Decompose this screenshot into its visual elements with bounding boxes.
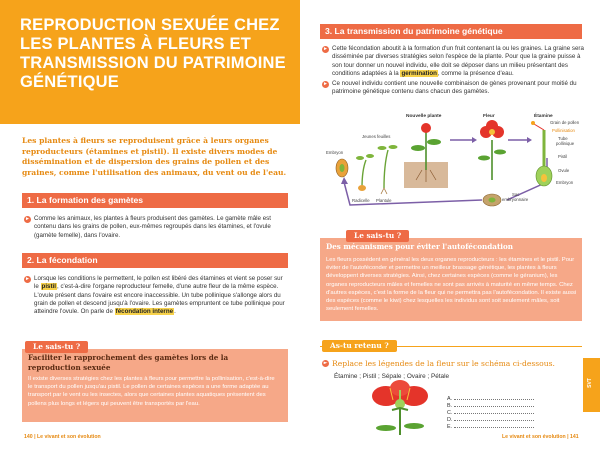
pollen-icon — [531, 121, 535, 125]
embryo-icon — [489, 198, 496, 203]
tip-box-left — [22, 349, 288, 422]
arrow-right-icon: ► — [323, 80, 328, 87]
label-embryon: Embryon — [326, 150, 344, 155]
leaf-icon — [478, 156, 490, 161]
tip-text: Les fleurs possèdent en général les deux organes reproducteurs : les étamines et le pistil. Pour éviter de l'autoféconder et permettre un meilleur brassage génétique, les plantes à fleurs développent diverses stratégies. Ainsi, chez certaines espèces (comme le géranium), les organes reproducteurs mâles et femelles ne sont pas arrivés à maturité en même temps. Chez d'autres espèces, c'est la forme de la fleur qui ne permettra pas l'autofécondation. Il existe aussi des espèces (comme le kiwi) chez lesquelles les individus sont soit seulement mâles, soit seulement femelles. — [326, 257, 577, 313]
label-pistil: Pistil — [558, 154, 568, 159]
leaf-icon — [427, 139, 441, 145]
leaf-icon — [366, 154, 374, 158]
label-sac: Sac — [512, 192, 520, 197]
title-banner — [0, 0, 300, 124]
section-1-heading: 1. La formation des gamètes — [22, 193, 288, 208]
ovule-icon — [541, 174, 547, 182]
retenu-tag: As-tu retenu ? — [322, 340, 397, 352]
side-tab: SVT — [583, 358, 600, 412]
cycle-illustration — [322, 110, 584, 220]
label-grain-de-pollen: Grain de pollen — [550, 120, 580, 125]
highlight-germination: germination — [401, 69, 437, 77]
seedling-stem — [362, 160, 366, 188]
section-3-text-1: ► Cette fécondation aboutit à la formation d'un fruit contenant la ou les graines. La graine sera disséminée par diverses stratégies selon l'espèce de la plante. Pour que la graine puisse à son tour donner un nouvel individu, elle doit se déposer dans un milieu présentant des conditions adaptées à la germination, comme la présence d'eau. — [323, 45, 584, 77]
reproduction-cycle-diagram — [322, 110, 584, 220]
tip-text: Il existe diverses stratégies chez les plantes à fleurs pour permettre la pollinisation, c'est-à-dire le transport du pollen jusqu'au pistil. Le pollen de certaines espèces a une forme adaptée au transport par le vent ou les insectes, alors que certaines plantes aquatiques présentent des pollens plus longs et légers qui peuvent être transportés par l'eau. — [28, 376, 275, 407]
embryo-icon — [340, 164, 345, 172]
footer-left: 140 | Le vivant et son évolution — [24, 434, 101, 440]
label-fleur: Fleur — [483, 114, 495, 119]
answer-c[interactable]: C. — [447, 410, 534, 416]
tip-box-right — [320, 238, 582, 321]
arrow-right-icon: ► — [25, 215, 30, 222]
retenu-question: ► Replace les légendes de la fleur sur le schéma ci-dessous. — [323, 359, 555, 368]
tip-tag: Le sais-tu ? — [346, 230, 409, 242]
label-embryon-2: Embryon — [556, 180, 574, 185]
flower-icon — [421, 123, 431, 133]
flower-exercise-illustration — [360, 380, 440, 435]
leaf-icon — [376, 425, 396, 431]
leaf-icon — [356, 156, 364, 160]
leaf-icon — [404, 423, 424, 429]
section-2-text: ► Lorsque les conditions le permettent, le pollen est libéré des étamines et vient se poser sur le pistil, c'est-à-dire l'organe reproducteur femelle, d'une autre fleur de la même espèce. L'ovule présent dans l'ovaire est encore inaccessible. Un tube pollinique s'allonge alors du grain de pollen et descend jusqu'à l'ovaire. Les gamètes empruntent ce tube pollinique pour atteindre l'ovule. On parle de fécondation interne. — [25, 275, 285, 316]
label-embryonnaire: embryonnaire — [502, 197, 529, 202]
section-2-heading: 2. La fécondation — [22, 253, 288, 268]
leaf-icon — [389, 145, 398, 149]
label-pollinique: pollinique — [556, 141, 575, 146]
tip-title: Des mécanismes pour éviter l'autofécondation — [326, 242, 514, 251]
intro-text: Les plantes à fleurs se reproduisent grâce à leurs organes reproducteurs (étamines et pistil). Il existe divers modes de dissémination et de dispersion des grains de pollen et des graines, comme l'utilisation des animaux, du vent ou de l'eau. — [22, 136, 287, 177]
label-ovule: Ovule — [558, 168, 570, 173]
arrow-right-icon: ► — [25, 275, 30, 282]
label-radicelle: Radicelle — [352, 198, 370, 203]
leaf-icon — [378, 146, 387, 150]
answer-e[interactable]: E. — [447, 424, 534, 430]
leaf-icon — [494, 150, 506, 155]
answer-b[interactable]: B. — [447, 403, 534, 409]
stamen-icon — [534, 124, 544, 130]
label-tube: Tube — [558, 136, 568, 141]
section-3-text-2: ► Ce nouvel individu contient une nouvelle combinaison de gènes provenant pour moitié du patrimoine génétique contenu dans chacun des gamètes. — [323, 80, 577, 96]
arrow-right-icon: ► — [323, 360, 328, 366]
seedling-stem — [384, 150, 388, 188]
highlight-pistil: pistil — [41, 283, 56, 291]
leaf-icon — [411, 145, 425, 151]
label-jeunes-feuilles: Jeunes feuilles — [362, 134, 391, 139]
tip-title: Faciliter le rapprochement des gamètes lors de la reproduction sexuée — [28, 353, 229, 372]
label-pollinisation: Pollinisation — [552, 128, 575, 133]
section-1-text: ► Comme les animaux, les plantes à fleurs produisent des gamètes. Le gamète mâle est contenu dans les grains de pollen, eux-mêmes regroupés dans les étamines, et l'ovule (gamète femelle), dans l'ovaire. — [25, 215, 271, 239]
highlight-fecondation: fécondation interne — [115, 308, 174, 316]
flower-center — [489, 129, 495, 135]
section-3-heading: 3. La transmission du patrimoine génétique — [320, 24, 582, 39]
label-nouvelle-plante: Nouvelle plante — [406, 114, 442, 119]
retenu-word-list: Étamine ; Pistil ; Sépale ; Ovaire ; Pétale — [334, 373, 450, 380]
label-plantule: Plantule — [376, 198, 392, 203]
root-icon — [381, 188, 387, 194]
arrow-right-icon: ► — [323, 45, 328, 52]
label-etamine: Étamine — [534, 114, 553, 119]
answer-d[interactable]: D. — [447, 417, 534, 423]
seed-icon — [358, 185, 366, 191]
tip-tag: Le sais-tu ? — [25, 341, 88, 353]
page-title: REPRODUCTION SEXUÉE CHEZ LES PLANTES À FLEURS ET TRANSMISSION DU PATRIMOINE GÉNÉTIQUE — [20, 16, 286, 91]
answer-a[interactable]: A. — [447, 396, 534, 402]
footer-right: Le vivant et son évolution | 141 — [502, 434, 579, 440]
